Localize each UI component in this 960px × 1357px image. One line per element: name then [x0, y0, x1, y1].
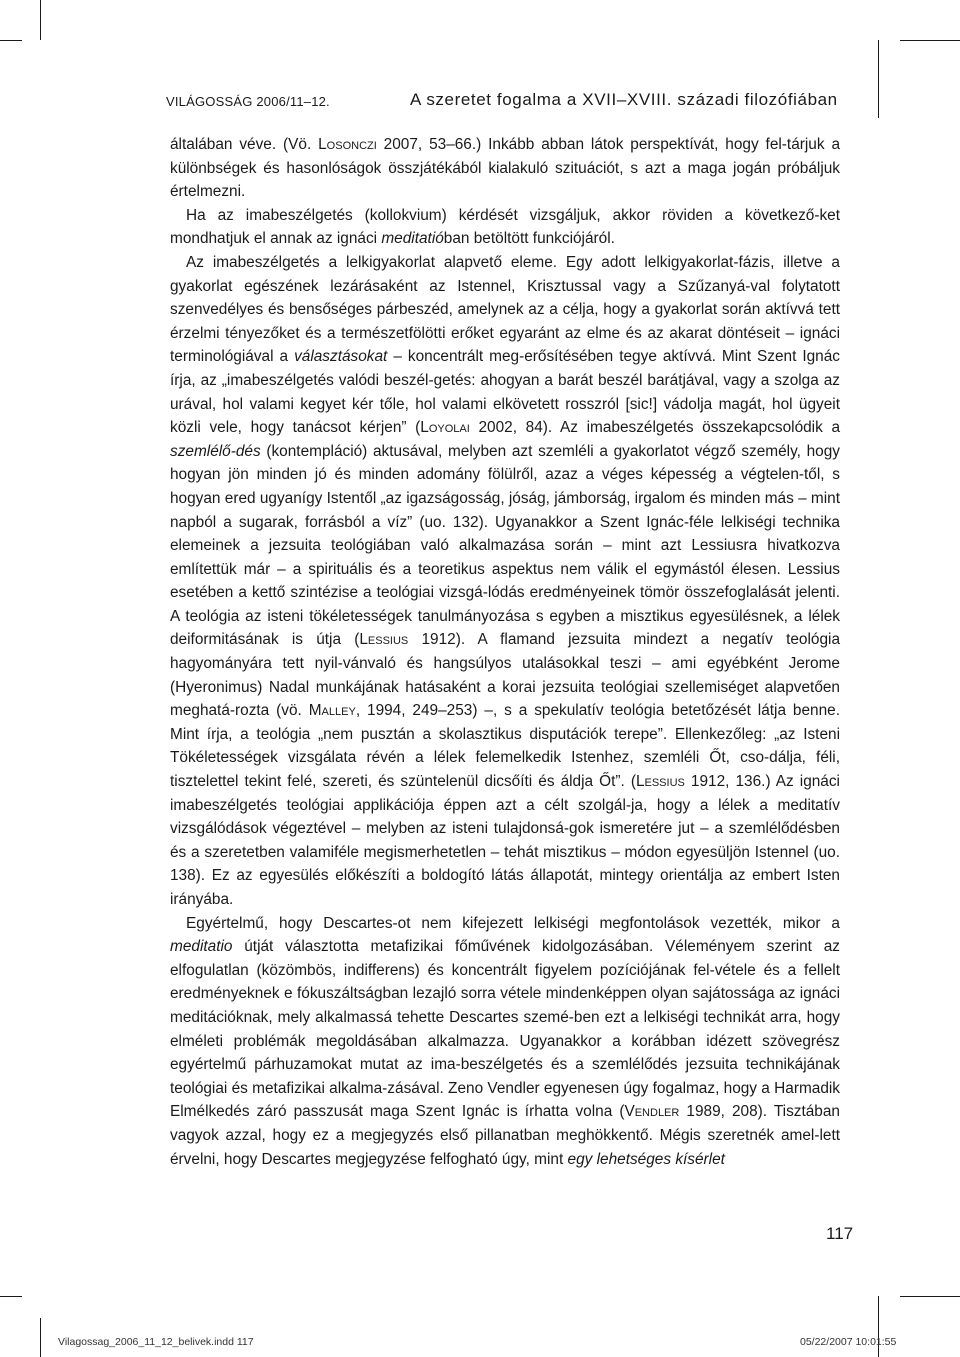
emphasis: meditatió — [381, 230, 444, 248]
running-header — [166, 90, 866, 114]
crop-mark — [40, 0, 41, 40]
paragraph: Ha az imabeszélgetés (kollokvium) kérdését vizsgáljuk, akkor röviden a következő-ket mondhatjuk el annak az ignáci meditatióban betöltött funkciójáról. — [170, 206, 840, 248]
page-number: 117 — [826, 1224, 854, 1243]
citation-author: Lessius — [359, 631, 409, 649]
citation-author: Losonczi — [318, 136, 377, 153]
journal-issue: VILÁGOSSÁG 2006/11–12. — [166, 94, 330, 109]
crop-mark — [0, 1296, 22, 1297]
citation-author: Vendler — [624, 1103, 680, 1121]
running-title: A szeretet fogalma a XVII–XVIII. századi filozófiában — [410, 90, 838, 109]
crop-mark — [0, 40, 22, 41]
crop-mark — [878, 40, 879, 118]
body-text — [170, 133, 840, 1171]
crop-mark — [900, 1296, 960, 1297]
emphasis: választásokat — [294, 348, 388, 366]
emphasis: egy lehetséges kísérlet — [567, 1150, 725, 1168]
paragraph: Egyértelmű, hogy Descartes-ot nem kifejezett lelkiségi megfontolások vezették, mikor a meditatio útját választotta metafizikai főművének kidolgozásában. Véleményem szerint az elfogulatlan (közömbös, indifferens) és koncentrált figyelem pozíciójának fel-vétele és a fellelt eredményeknek e fókuszáltságban lezajló sorra vétele mindenképpen olyan sajátossága az ignáci meditációknak, mely alkalmassá tehette Descartes szemé-ben ezt a lelkiségi technikát arra, hogy elméleti problémák megoldásában alkalmazza. Ugyanakkor a korábban idézett szövegrész egyértelmű párhuzamokat mutat az ima-beszélgetés és a szemlélődés jezsuita technikájának teológiai és metafizikai alkalma-zásával. Zeno Vendler egyenesen úgy fogalmaz, hogy a Harmadik Elmélkedés záró passzusát maga Szent Ignác is írhatta volna (Vendler 1989, 208). Tisztában vagyok azzal, hogy ez a megjegyzés első pillanatban meghökkentő. Mégis szeretnék amel-lett érvelni, hogy Descartes megjegyzése felfogható úgy, mint egy lehetséges kísérlet — [170, 914, 840, 1168]
citation-author: Loyolai — [420, 419, 470, 437]
paragraph: Az imabeszélgetés a lelkigyakorlat alapvető eleme. Egy adott lelkigyakorlat-fázis, illetve a gyakorlat egészének lezárásaként az Istennel, Krisztussal vagy a Szűzanyá-val folytatott szenvedélyes és bensőséges párbeszéd, amelynek az a célja, hogy a gyakorlat során aktívvá tett érzelmi tényezőket és a természetfölötti erőket egyaránt az elme és az akarat döntéseit – ignáci terminológiával a választásokat – koncentrált meg-erősítésében tegye aktívvá. Mint Szent Ignác írja, az „imabeszélgetés valódi beszél-getés: ahogyan a barát beszél barátjával, vagy a szolga az urával, hol valami kegyet kér tőle, hol valami elkövetett rosszról [sic!] vádolja magát, hol ügyeit közli vele, hogy tanácsot kérjen” (Loyolai 2002, 84). Az imabeszélgetés összekapcsolódik a szemlélő-dés (kontempláció) aktusával, melyben azt szemléli a gyakorlatot végző személy, hogy hogyan jön minden jó és minden adomány fölülről, azaz a véges képesség a végtelen-től, s hogyan ered ugyanígy Istentől „az igazságosság, jóság, jámborság, irgalom és minden más – mint napból a sugarak, forrásból a víz” (uo. 132). Ugyanakkor a Szent Ignác-féle lelkiségi technika elemeinek a jezsuita teológiában való alkalmazása során – mint azt Lessiusra hivatkozva említettük már – a spirituális és a teoretikus aspektus nem válik el egymástól élesen. Lessius esetében a kettő szintézise a teológiai vizsgá-lódás eredményeinek tömör összefoglalását jelenti. A teológia az isteni tökéletességek tanulmányozása s egyben a misztikus egyesülésnek, a lélek deiformitásának is útja (Lessius 1912). A flamand jezsuita mindezt a negatív teológia hagyományára tett nyil-vánvaló és hangsúlyos utalásokkal teszi – ami egyébként Jerome (Hyeronimus) Nadal munkájának hatásaként a korai jezsuita teológiai szellemiséget alapvetően meghatá-rozta (vö. Malley, 1994, 249–253) –, s a spekulatív teológia betetőzését látja benne. Mint írja, a teológia „nem pusztán a skolasztikus disputációk terepe”. Ellenkezőleg: „az Isteni Tökéletességek vizsgálata révén a lélek felemelkedik Istenhez, szemléli Őt, cso-dálja, féli, tisztelettel tekint felé, szereti, és szüntelenül dicsőíti és áldja Őt”. (Lessius 1912, 136.) Az ignáci imabeszélgetés teológiai applikációja éppen azt a célt szolgál-ja, hogy a lélek a meditatív vizsgálódások végeztével – melyben az isteni tulajdonsá-gok ismeretére jut – a szemlélődésben és a szeretetben valamiféle megismerhetetlen – tehát misztikus – módon egyesüljön Istennel (uo. 138). Ez az egyesülés előkészíti a boldogító látás állapotát, mintegy orientálja az embert Isten irányába. — [170, 253, 841, 908]
citation-author: Malley — [308, 702, 356, 720]
footer-file-info: Vilagossag_2006_11_12_belivek.indd 117 — [58, 1336, 254, 1348]
paragraph: általában véve. (Vö. Losonczi 2007, 53–66.) Inkább abban látok perspektívát, hogy fel-tárjuk a különbségek és hasonlóságok összjátékából kialakuló szituációt, s azt a maga jogán próbáljuk értelmezni. — [170, 136, 840, 201]
crop-mark — [900, 40, 960, 41]
emphasis: meditatio — [170, 938, 233, 956]
footer-timestamp: 05/22/2007 10:01:55 — [800, 1336, 897, 1348]
emphasis: szemlélő-dés — [170, 442, 261, 460]
crop-mark — [40, 1318, 41, 1357]
citation-author: Lessius — [635, 773, 685, 791]
